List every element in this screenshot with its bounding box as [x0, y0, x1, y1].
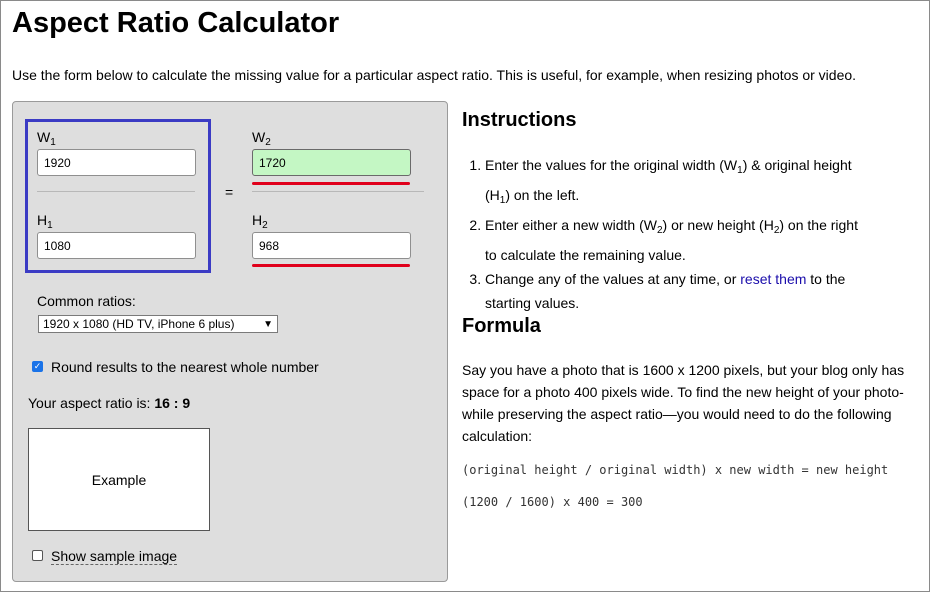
w2-label: $W_2$	[252, 129, 271, 148]
instruction-step-1: 1. Enter the values for the original width $(W_1)$ & original height $(H_1)$ on the left.	[485, 153, 902, 213]
example-preview: Example	[28, 428, 210, 531]
w2-underline	[252, 182, 410, 185]
instructions-list	[462, 153, 902, 315]
w1-input[interactable]	[37, 149, 196, 176]
intro-text: Use the form below to calculate the missing value for a particular aspect ratio. This is useful, for example, when resizing photos or video.	[12, 67, 857, 83]
instruction-step-3: 3. Change any of the values at any time, or reset them to the starting values.	[485, 267, 902, 315]
formula-example: (1200 / 1600) x 400 = 300	[462, 495, 643, 509]
equals-sign: =	[225, 184, 234, 200]
formula-heading: Formula	[462, 315, 541, 337]
w1-label: $W_1$	[37, 129, 56, 148]
page-title: Aspect Ratio Calculator	[12, 7, 340, 39]
calculator-panel	[12, 101, 448, 582]
aspect-ratio-result: Your aspect ratio is: 16 : 9	[28, 395, 191, 411]
show-sample-checkbox[interactable]	[32, 550, 43, 561]
round-checkbox[interactable]: ✓	[33, 361, 42, 371]
aspect-ratio-value: 16 : 9	[154, 395, 191, 411]
formula-text: Say you have a photo that is 1600 x 1200 pixels, but your blog only has space for a photo 400 pixels wide. To find the new height of your photo-while preserving the aspect ratio—you would need to do the following calculation:	[462, 362, 905, 444]
h2-underline	[252, 264, 410, 267]
h2-input[interactable]	[252, 232, 411, 259]
common-ratios-label: Common ratios:	[37, 293, 136, 309]
round-label[interactable]: Round results to the nearest whole number	[51, 359, 319, 375]
h2-label: $H_2$	[252, 212, 268, 231]
reset-link[interactable]: reset them	[740, 271, 807, 287]
h1-input[interactable]	[37, 232, 196, 259]
w2-input[interactable]	[252, 149, 411, 176]
chevron-down-icon: ▼	[263, 318, 273, 330]
w1-h1-divider	[37, 191, 195, 192]
common-ratios-select[interactable]	[38, 315, 278, 333]
formula-equation: (original height / original width) x new width = new height	[462, 463, 889, 477]
h1-label: $H_1$	[37, 212, 53, 231]
common-ratios-selected: 1920 x 1080 (HD TV, iPhone 6 plus)	[43, 317, 235, 331]
instructions-heading: Instructions	[462, 109, 577, 131]
instruction-step-2: 2. Enter either a new width $(W_2)$ or new height $(H_2)$ on the right to calculate the remaining value.	[485, 213, 902, 267]
w2-h2-divider	[252, 191, 424, 192]
show-sample-label[interactable]: Show sample image	[51, 548, 178, 564]
